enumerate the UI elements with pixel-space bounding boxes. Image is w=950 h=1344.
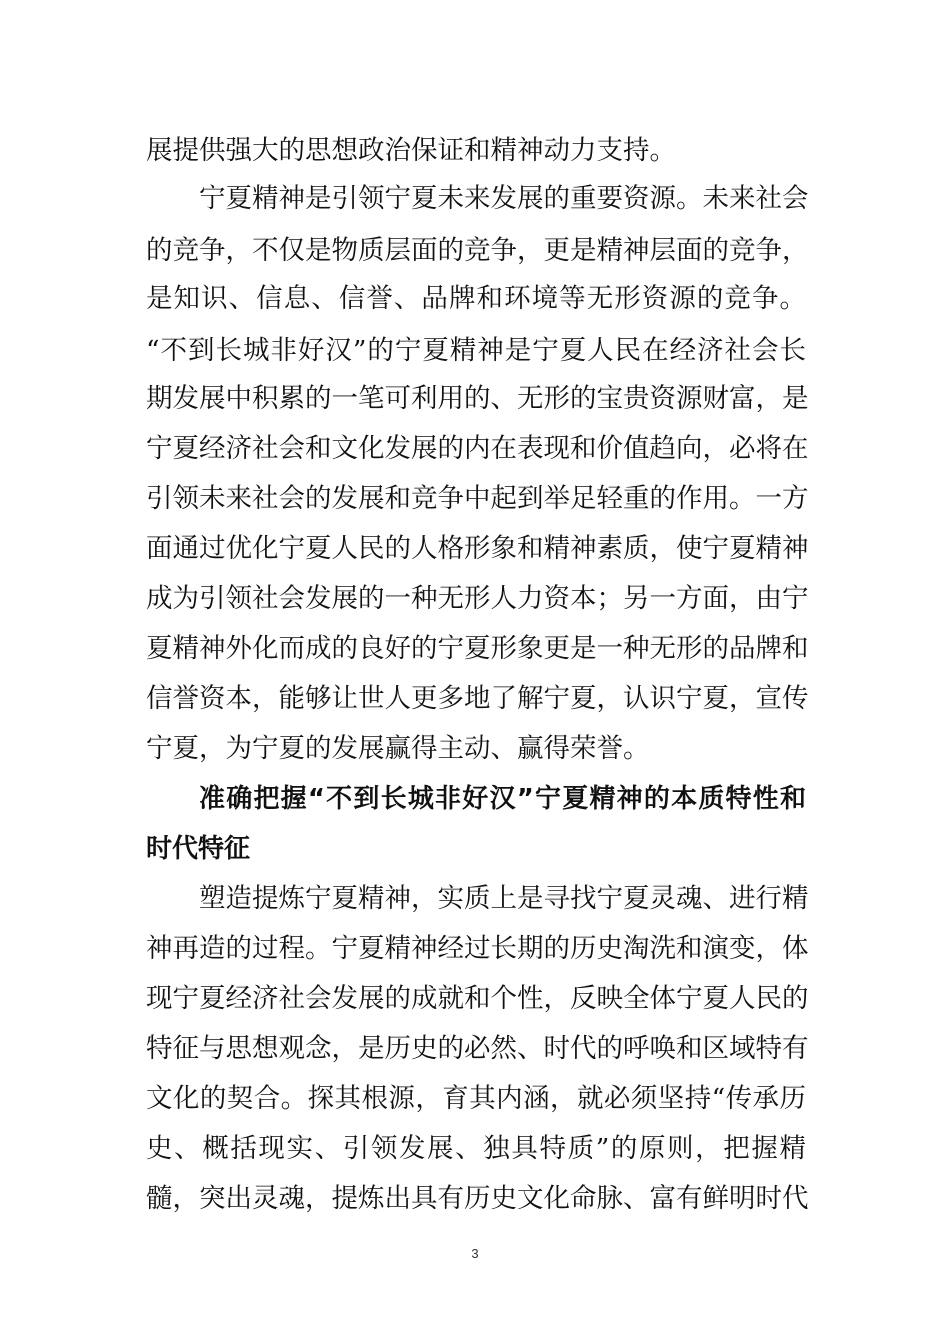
paragraph-line: 是知识、信息、信誉、品牌和环境等无形资源的竞争。	[146, 283, 806, 314]
paragraph-line: 宁夏，为宁夏的发展赢得主动、赢得荣誉。	[146, 733, 650, 764]
paragraph-line: 期发展中积累的一笔可利用的、无形的宝贵资源财富，是	[146, 383, 809, 414]
paragraph-line: 宁夏经济社会和文化发展的内在表现和价值趋向，必将在	[146, 433, 809, 464]
paragraph-line: 塑造提炼宁夏精神，实质上是寻找宁夏灵魂、进行精	[199, 883, 809, 914]
paragraph-line: 的竞争，不仅是物质层面的竞争，更是精神层面的竞争，	[146, 235, 809, 266]
section-heading-line: 准确把握“不到长城非好汉”宁夏精神的本质特性和	[199, 784, 806, 814]
paragraph-line: 夏精神外化而成的良好的宁夏形象更是一种无形的品牌和	[146, 633, 809, 664]
paragraph-line: 髓，突出灵魂，提炼出具有历史文化命脉、富有鲜明时代	[146, 1183, 809, 1214]
paragraph-line: 成为引领社会发展的一种无形人力资本；另一方面，由宁	[146, 583, 809, 614]
paragraph-line: 特征与思想观念，是历史的必然、时代的呼唤和区域特有	[146, 1033, 809, 1064]
paragraph-line: 文化的契合。探其根源，育其内涵，就必须坚持“传承历	[146, 1083, 806, 1114]
paragraph-line: 宁夏精神是引领宁夏未来发展的重要资源。未来社会	[199, 183, 809, 214]
paragraph-line: 史、概括现实、引领发展、独具特质”的原则，把握精	[146, 1133, 806, 1164]
paragraph-line: 展提供强大的思想政治保证和精神动力支持。	[146, 135, 676, 166]
paragraph-line: 引领未来社会的发展和竞争中起到举足轻重的作用。一方	[146, 483, 809, 514]
paragraph-line: 信誉资本，能够让世人更多地了解宁夏，认识宁夏，宣传	[146, 683, 809, 714]
page-number: 3	[471, 1246, 479, 1261]
paragraph-line: 现宁夏经济社会发展的成就和个性，反映全体宁夏人民的	[146, 983, 809, 1014]
paragraph-line: 面通过优化宁夏人民的人格形象和精神素质，使宁夏精神	[146, 533, 809, 564]
paragraph-line: “不到长城非好汉”的宁夏精神是宁夏人民在经济社会长	[146, 335, 806, 366]
paragraph-line: 神再造的过程。宁夏精神经过长期的历史淘洗和演变，体	[146, 933, 809, 964]
section-heading-line: 时代特征	[146, 834, 251, 864]
